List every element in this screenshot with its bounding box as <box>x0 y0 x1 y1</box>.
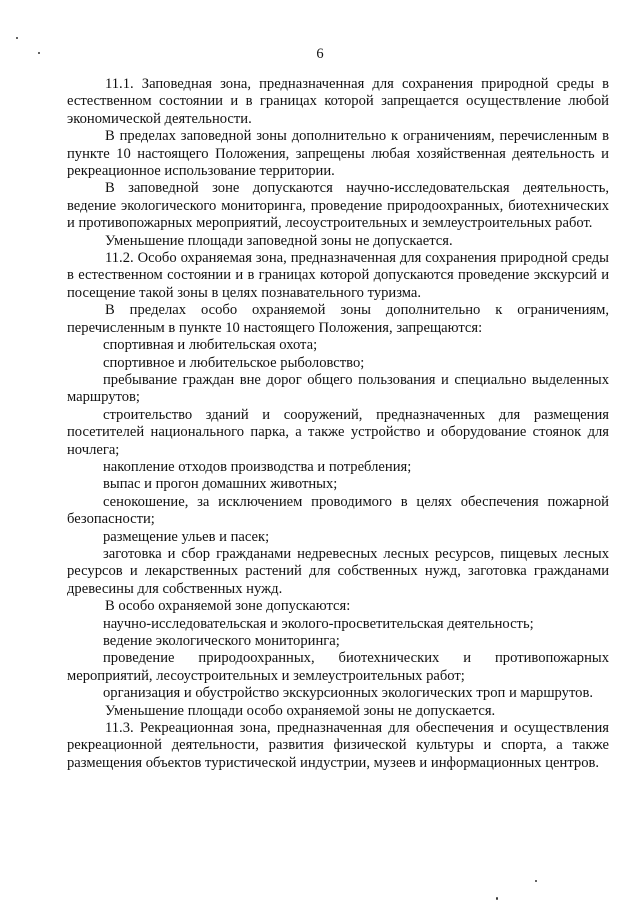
list-item: спортивная и любительская охота; <box>103 337 318 354</box>
page-number: 6 <box>316 46 324 62</box>
scan-artifact <box>16 37 18 39</box>
paragraph-prohibitions: В пределах заповедной зоны дополнительно к ограничениям, перечисленным в пункте 10 настоящего Положения, запрещены любая хозяйственная деятельность и рекреационное использование территории. <box>67 128 609 180</box>
list-item: размещение ульев и пасек; <box>103 528 270 545</box>
document-body <box>67 76 609 772</box>
paragraph-11-2: 11.2. Особо охраняемая зона, предназначенная для сохранения природной среды в естественном состоянии и в границах которой допускаются проведение экскурсий и посещение такой зоны в целях познавательного туризма. <box>67 250 609 301</box>
list-item: пребывание граждан вне дорог общего пользования и специально выделенных маршрутов; <box>67 371 609 406</box>
scan-artifact <box>38 52 40 54</box>
list-item: проведение природоохранных, биотехнических и противопожарных мероприятий, лесоустроительных и землеустроительных работ; <box>67 650 609 684</box>
paragraph-allowed-intro: В особо охраняемой зоне допускаются: <box>105 598 351 615</box>
paragraph-no-reduction-2: Уменьшение площади особо охраняемой зоны не допускается. <box>105 702 496 719</box>
list-item: организация и обустройство экскурсионных экологических троп и маршрутов. <box>103 685 593 702</box>
paragraph-permitted: В заповедной зоне допускаются научно-исследовательская деятельность, ведение экологического мониторинга, проведение природоохранных, биотехнических и противопожарных мероприятий, лесоустроительных и землеустроительных работ. <box>67 180 609 232</box>
list-item: научно-исследовательская и эколого-просветительская деятельность; <box>103 615 534 632</box>
list-item: заготовка и сбор гражданами недревесных лесных ресурсов, пищевых лесных ресурсов и лекарственных растений для собственных нужд, заготовка гражданами древесины для собственных нужд. <box>67 545 609 597</box>
paragraph-no-reduction: Уменьшение площади заповедной зоны не допускается. <box>105 232 453 249</box>
list-item: накопление отходов производства и потребления; <box>103 458 412 475</box>
paragraph-11-1: 11.1. Заповедная зона, предназначенная для сохранения природной среды в естественном состоянии и в границах которой запрещается осуществление любой экономической деятельности. <box>67 76 609 127</box>
paragraph-11-3: 11.3. Рекреационная зона, предназначенная для обеспечения и осуществления рекреационной деятельности, развития физической культуры и спорта, а также размещения объектов туристической индустрии, музеев и информационных центров. <box>67 720 609 771</box>
list-item: строительство зданий и сооружений, предназначенных для размещения посетителей национального парка, а также устройство и оборудование стоянок для ночлега; <box>67 406 609 458</box>
scan-artifact <box>496 897 498 900</box>
list-item: выпас и прогон домашних животных; <box>103 476 338 493</box>
scan-artifact <box>535 880 537 882</box>
list-item: сенокошение, за исключением проводимого в целях обеспечения пожарной безопасности; <box>67 493 609 528</box>
list-item: ведение экологического мониторинга; <box>103 633 340 649</box>
list-item: спортивное и любительское рыболовство; <box>103 354 365 371</box>
paragraph-prohibited-intro: В пределах особо охраняемой зоны дополнительно к ограничениям, перечисленным в пункте 10 настоящего Положения, запрещаются: <box>67 302 609 336</box>
